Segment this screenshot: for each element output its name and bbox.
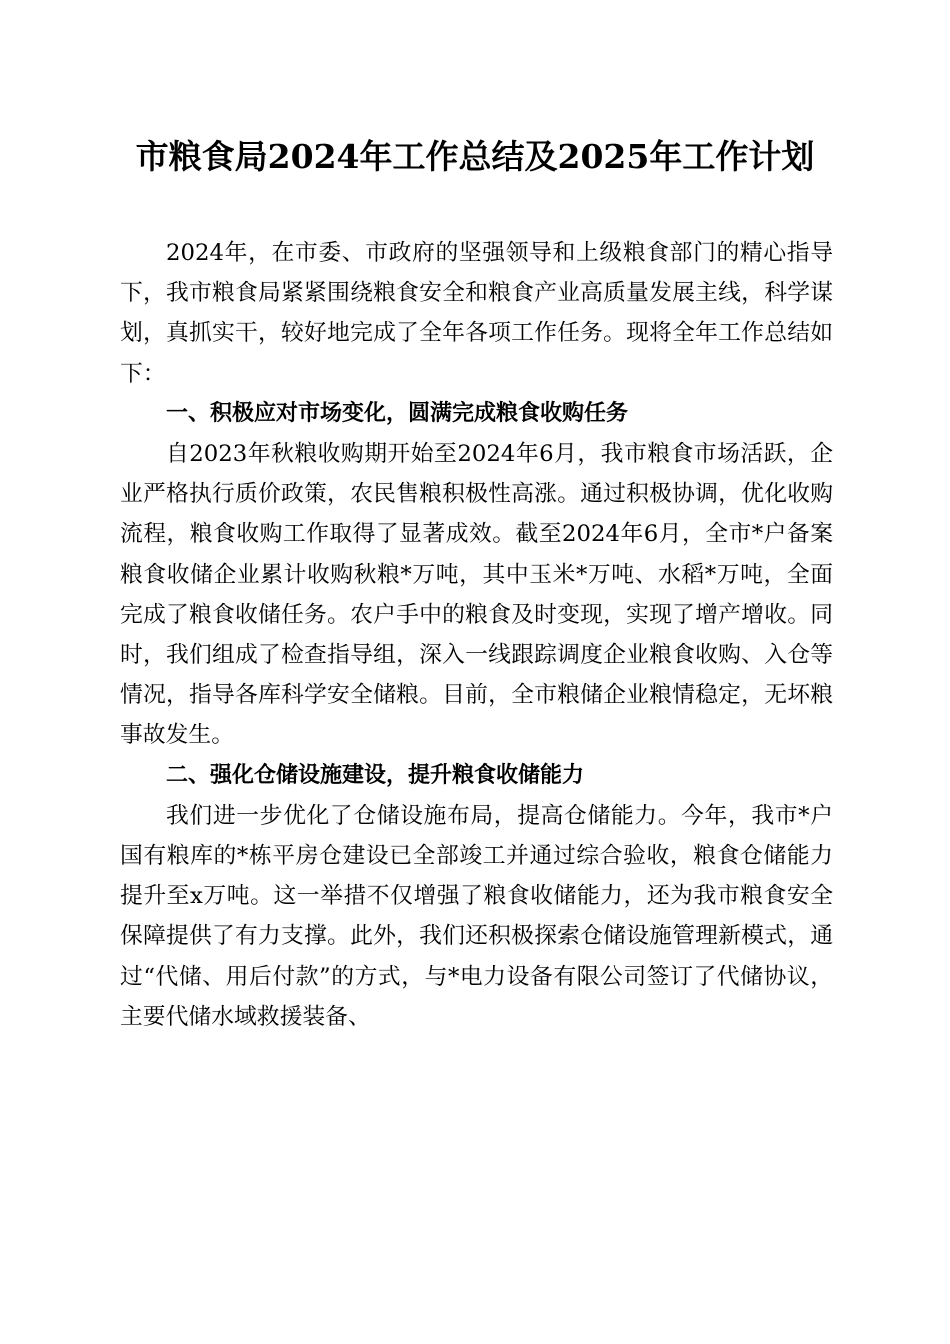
section-2-paragraph: 我们进一步优化了仓储设施布局，提高仓储能力。今年，我市*户国有粮库的*栋平房仓建设已全部竣工并通过综合验收，粮食仓储能力提升至x万吨。这一举措不仅增强了粮食收储能力，还为我市粮食安全保障提供了有力支撑。此外，我们还积极探索仓储设施管理新模式，通过“代储、用后付款”的方式，与*电力设备有限公司签订了代储协议，主要代储水域救援装备、 (120, 802, 833, 1030)
section-2-heading: 二、强化仓储设施建设，提升粮食收储能力 (166, 762, 585, 788)
intro-paragraph: 2024年，在市委、市政府的坚强领导和上级粮食部门的精心指导下，我市粮食局紧紧围绕粮食安全和粮食产业高质量发展主线，科学谋划，真抓实干，较好地完成了全年各项工作任务。现将全年工作总结如下： (120, 240, 833, 387)
document-body (120, 233, 833, 1037)
section-1-paragraph: 自2023年秋粮收购期开始至2024年6月，我市粮食市场活跃，企业严格执行质价政策，农民售粮积极性高涨。通过积极协调，优化收购流程，粮食收购工作取得了显著成效。截至2024年6月，全市*户备案粮食收储企业累计收购秋粮*万吨，其中玉米*万吨、水稻*万吨，全面完成了粮食收储任务。农户手中的粮食及时变现，实现了增产增收。同时，我们组成了检查指导组，深入一线跟踪调度企业粮食收购、入仓等情况，指导各库科学安全储粮。目前，全市粮储企业粮情稳定，无坏粮事故发生。 (120, 441, 833, 749)
document-title: 市粮食局2024年工作总结及2025年工作计划 (135, 137, 815, 176)
section-1-heading: 一、积极应对市场变化，圆满完成粮食收购任务 (166, 400, 629, 426)
